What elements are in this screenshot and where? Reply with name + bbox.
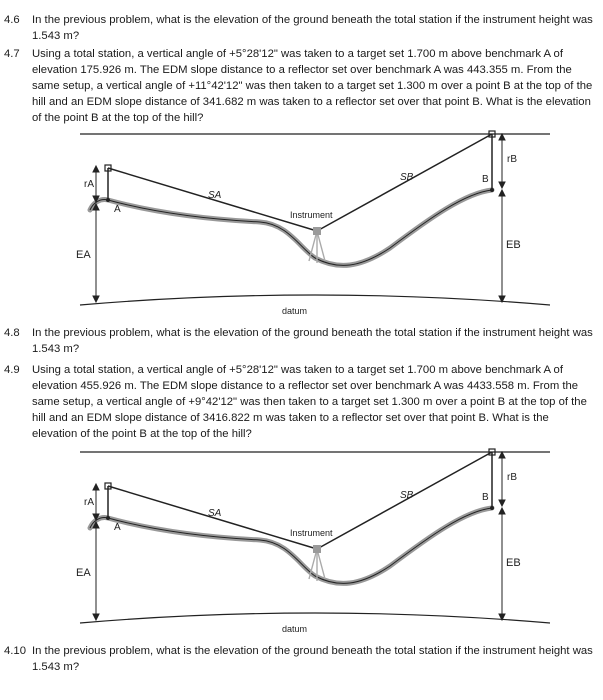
label-point-a: A bbox=[114, 204, 121, 215]
benchmark-a bbox=[106, 198, 110, 202]
label-rb: rB bbox=[507, 472, 517, 483]
label-ea: EA bbox=[76, 249, 91, 261]
ground-profile-edge bbox=[90, 508, 492, 583]
problem-text: In the previous problem, what is the elevation of the ground beneath the total station if the instrument height was 1.543 m? bbox=[32, 14, 593, 42]
ground-profile bbox=[90, 190, 492, 265]
problem-number: 4.8 bbox=[4, 327, 20, 339]
label-rb: rB bbox=[507, 154, 517, 165]
label-datum: datum bbox=[282, 306, 308, 316]
instrument-icon bbox=[313, 545, 321, 553]
instrument-icon bbox=[313, 227, 321, 235]
problem-number: 4.10 bbox=[4, 645, 26, 657]
label-ea: EA bbox=[76, 567, 91, 579]
point-b bbox=[490, 188, 494, 192]
problem-4-8 bbox=[4, 325, 594, 357]
label-eb: EB bbox=[506, 239, 521, 251]
datum-line bbox=[80, 295, 550, 305]
problem-4-7 bbox=[4, 46, 594, 126]
problem-text: In the previous problem, what is the elevation of the ground beneath the total station if the instrument height was 1.543 m? bbox=[32, 645, 593, 673]
label-point-a: A bbox=[114, 522, 121, 533]
label-ra: rA bbox=[84, 179, 94, 190]
figure-2 bbox=[60, 446, 570, 636]
problem-number: 4.7 bbox=[4, 48, 20, 60]
problem-number: 4.9 bbox=[4, 364, 20, 376]
ground-profile-edge bbox=[90, 190, 492, 265]
label-datum: datum bbox=[282, 624, 308, 634]
label-instrument: Instrument bbox=[290, 528, 333, 538]
label-sa: SA bbox=[208, 508, 222, 519]
label-eb: EB bbox=[506, 557, 521, 569]
datum-line bbox=[80, 613, 550, 623]
problem-text: In the previous problem, what is the elevation of the ground beneath the total station if the instrument height was 1.543 m? bbox=[32, 327, 593, 355]
problem-number: 4.6 bbox=[4, 14, 20, 26]
label-instrument: Instrument bbox=[290, 210, 333, 220]
ground-profile bbox=[90, 508, 492, 583]
problem-text: Using a total station, a vertical angle of +5°28'12" was taken to a target set 1.700 m above benchmark A of elevation 175.926 m. The EDM slope distance to a reflector set over benchmark A was 443.355 m. From the same setup, a vertical angle of +11°42'12" was then taken to a target set 1.300 m over a point B at the top of the hill and an EDM slope distance of 341.682 m was taken to a reflector set over that point B. What is the elevation of the point B at the top of the hill? bbox=[32, 48, 593, 124]
label-point-b: B bbox=[482, 174, 489, 185]
label-point-b: B bbox=[482, 492, 489, 503]
problem-4-10 bbox=[4, 643, 594, 675]
label-sb: SB bbox=[400, 490, 414, 501]
survey-diagram bbox=[60, 446, 570, 636]
survey-diagram bbox=[60, 128, 570, 318]
problem-text: Using a total station, a vertical angle of +5°28'12" was taken to a target set 1.700 m above benchmark A of elevation 455.926 m. The EDM slope distance to a reflector set over benchmark A was 4433.558 m. From the same setup, a vertical angle of +9°42'12" was then taken to a target set 1.300 m over a point B at the top of the hill and an EDM slope distance of 3416.822 m was taken to a reflector set over that point B. What is the elevation of the point B at the top of the hill? bbox=[32, 364, 587, 440]
label-ra: rA bbox=[84, 497, 94, 508]
problem-4-6 bbox=[4, 12, 594, 44]
figure-1 bbox=[60, 128, 570, 318]
benchmark-a bbox=[106, 516, 110, 520]
label-sa: SA bbox=[208, 190, 222, 201]
label-sb: SB bbox=[400, 172, 414, 183]
point-b bbox=[490, 506, 494, 510]
problem-4-9 bbox=[4, 362, 594, 442]
